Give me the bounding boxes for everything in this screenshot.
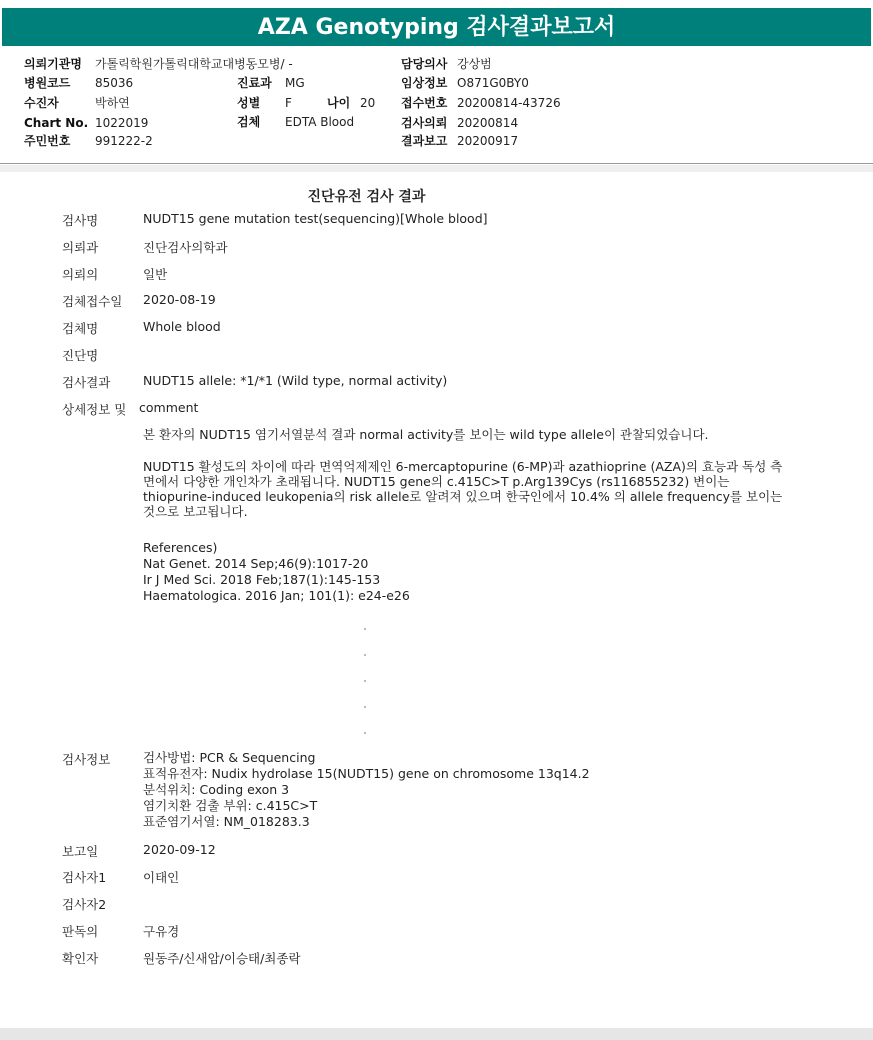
comment-paragraph-2: NUDT15 활성도의 차이에 따라 면역억제제인 6-mercaptopurine (6-MP)과 azathioprine (AZA)의 효능과 독성 측면에서 다양한 개인차가 초래됩니다. NUDT15 gene의 c.415C>T p.Arg139Cys (rs116855232) 변이는 thiopurine-induced leukopenia의 risk allele로 알려져 있으며 한국인에서 10.4% 의 allele frequency를 보이는 것으로 보고됩니다. [143, 459, 783, 519]
spacer-dot [364, 654, 366, 656]
test-info-label: 검사정보 [62, 752, 111, 767]
request-date-value: 20200814 [457, 116, 519, 130]
hospital-code-label: 병원코드 [24, 76, 71, 90]
rrn-label: 주민번호 [24, 134, 71, 148]
detail-label: 상세정보 및 [62, 402, 127, 417]
tester2-label: 검사자2 [62, 897, 107, 912]
patient-name-value: 박하연 [95, 96, 130, 110]
requesting-dept-value: 진단검사의학과 [143, 240, 228, 255]
clinical-info-label: 임상정보 [401, 76, 448, 90]
comment-paragraph-1: 본 환자의 NUDT15 염기서열분석 결과 normal activity를 보이는 wild type allele이 관찰되었습니다. [143, 427, 709, 442]
physician-label: 담당의사 [401, 57, 448, 71]
institution-label: 의뢰기관명 [24, 57, 82, 71]
specimen-received-label: 검체접수일 [62, 294, 123, 309]
report-day-label: 보고일 [62, 844, 99, 859]
spacer-dot [364, 732, 366, 734]
specimen-name-label: 검체명 [62, 321, 99, 336]
test-info-line: 표준염기서열: NM_018283.3 [143, 814, 310, 829]
accession-label: 접수번호 [401, 96, 448, 110]
diagnosis-label: 진단명 [62, 348, 99, 363]
department-value: MG [285, 76, 305, 90]
physician-value: 강상범 [457, 57, 492, 71]
confirmer-label: 확인자 [62, 951, 99, 966]
spacer-dot [364, 706, 366, 708]
reference-item: Haematologica. 2016 Jan; 101(1): e24-e26 [143, 588, 410, 603]
accession-value: 20200814-43726 [457, 96, 561, 110]
interpreter-value: 구유경 [143, 924, 180, 939]
test-name-value: NUDT15 gene mutation test(sequencing)[Whole blood] [143, 211, 488, 226]
chart-no-value: 1022019 [95, 116, 149, 130]
clinical-info-value: O871G0BY0 [457, 76, 529, 90]
specimen-received-value: 2020-08-19 [143, 292, 216, 307]
chart-no-label: Chart No. [24, 116, 89, 130]
sex-value: F [285, 96, 292, 110]
spacer-dot [364, 680, 366, 682]
institution-value: 가톨릭학원가톨릭대학교대병동모병/ - [95, 57, 293, 71]
test-info-line: 분석위치: Coding exon 3 [143, 782, 290, 797]
requesting-doctor-value: 일반 [143, 267, 168, 282]
report-title: 진단유전 검사 결과 [307, 189, 426, 205]
rrn-value: 991222-2 [95, 134, 153, 148]
header-divider-shadow [0, 165, 873, 172]
references-title: References) [143, 540, 218, 555]
specimen-label: 검체 [237, 115, 261, 129]
specimen-name-value: Whole blood [143, 319, 221, 334]
report-date-label: 결과보고 [401, 134, 448, 148]
header-divider [0, 163, 873, 164]
requesting-dept-label: 의뢰과 [62, 240, 99, 255]
test-info-line: 검사방법: PCR & Sequencing [143, 750, 316, 765]
patient-name-label: 수진자 [24, 96, 59, 110]
confirmer-value: 원동주/신새암/이승태/최종락 [143, 951, 301, 966]
report-day-value: 2020-09-12 [143, 842, 216, 857]
requesting-doctor-label: 의뢰의 [62, 267, 99, 282]
request-date-label: 검사의뢰 [401, 116, 448, 130]
test-info-line: 표적유전자: Nudix hydrolase 15(NUDT15) gene on chromosome 13q14.2 [143, 766, 590, 781]
test-name-label: 검사명 [62, 213, 99, 228]
tester1-value: 이태인 [143, 870, 180, 885]
report-header-title: AZA Genotyping 검사결과보고서 [2, 8, 871, 46]
spacer-dot [364, 628, 366, 630]
institution-field [24, 57, 82, 71]
test-result-label: 검사결과 [62, 375, 111, 390]
age-value: 20 [360, 96, 376, 110]
reference-item: Nat Genet. 2014 Sep;46(9):1017-20 [143, 556, 369, 571]
department-label: 진료과 [237, 76, 272, 90]
test-result-value: NUDT15 allele: *1/*1 (Wild type, normal activity) [143, 373, 448, 388]
test-info-line: 염기치환 검출 부위: c.415C>T [143, 798, 318, 813]
tester1-label: 검사자1 [62, 870, 107, 885]
interpreter-label: 판독의 [62, 924, 99, 939]
report-date-value: 20200917 [457, 134, 519, 148]
age-label: 나이 [327, 96, 351, 110]
detail-comment-label: comment [139, 400, 199, 415]
sex-label: 성별 [237, 96, 261, 110]
page-footer-bar [0, 1028, 873, 1040]
hospital-code-value: 85036 [95, 76, 134, 90]
specimen-value: EDTA Blood [285, 115, 355, 129]
reference-item: Ir J Med Sci. 2018 Feb;187(1):145-153 [143, 572, 381, 587]
